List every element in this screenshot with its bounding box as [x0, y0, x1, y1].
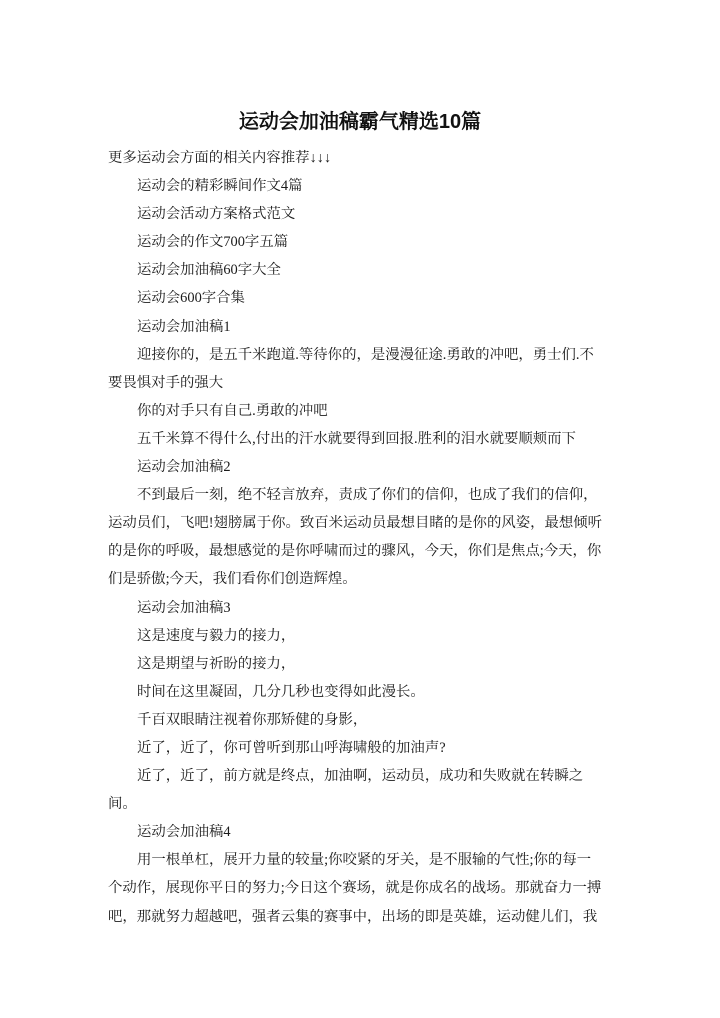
related-link[interactable]: 运动会活动方案格式范文	[137, 206, 296, 223]
section-heading	[108, 453, 628, 481]
related-link[interactable]: 运动会的精彩瞬间作文4篇	[137, 178, 303, 195]
text-line: 要畏惧对手的强大	[108, 374, 224, 391]
intro-text: 更多运动会方面的相关内容推荐↓↓↓	[108, 150, 332, 166]
paragraphs	[108, 313, 628, 931]
text-line: 运动会加油稿3	[137, 599, 231, 616]
section-heading	[108, 313, 628, 341]
document-body	[108, 144, 628, 931]
paragraph	[108, 397, 628, 425]
related-link[interactable]: 运动会加油稿60字大全	[137, 262, 281, 279]
text-line: 千百双眼睛注视着你那矫健的身影，	[137, 711, 368, 728]
text-line: 们是骄傲;今天，我们看你们创造辉煌。	[108, 571, 357, 588]
section-heading	[108, 818, 628, 846]
text-line: 用一根单杠，展开力量的较量;你咬紧的牙关，是不服输的气性;你的每一	[137, 852, 592, 869]
section-heading	[108, 594, 628, 622]
paragraph	[108, 706, 628, 734]
text-line: 近了，近了，你可曾听到那山呼海啸般的加油声?	[137, 739, 446, 756]
text-line: 时间在这里凝固，几分几秒也变得如此漫长。	[137, 683, 425, 700]
text-line: 个动作，展现你平日的努力;今日这个赛场，就是你成名的战场。那就奋力一搏	[108, 880, 602, 897]
text-line: 运动员们，飞吧!翅膀属于你。致百米运动员最想目睹的是你的风姿，最想倾听	[108, 515, 603, 532]
text-line: 间。	[108, 796, 137, 813]
paragraph	[108, 650, 628, 678]
text-line: 吧，那就努力超越吧，强者云集的赛事中，出场的即是英雄，运动健儿们，我	[108, 908, 598, 925]
text-line: 这是速度与毅力的接力，	[137, 627, 296, 644]
paragraph	[108, 341, 628, 397]
text-line: 五千米算不得什么,付出的汗水就要得到回报.胜利的泪水就要顺颊而下	[137, 430, 576, 447]
text-line: 运动会加油稿2	[137, 459, 231, 476]
document-title: 运动会加油稿霸气精选10篇	[238, 111, 482, 133]
related-link[interactable]: 运动会600字合集	[137, 290, 245, 307]
paragraph	[108, 425, 628, 453]
text-line: 运动会加油稿4	[137, 824, 231, 841]
text-line: 这是期望与祈盼的接力，	[137, 655, 296, 672]
text-line: 不到最后一刻，绝不轻言放弃，责成了你们的信仰，也成了我们的信仰，	[137, 487, 598, 504]
text-line: 的是你的呼吸，最想感觉的是你呼啸而过的骤风，今天，你们是焦点;今天，你	[108, 543, 602, 560]
related-link[interactable]: 运动会的作文700字五篇	[137, 234, 289, 251]
paragraph	[108, 622, 628, 650]
paragraph	[108, 481, 628, 593]
paragraph	[108, 846, 628, 930]
paragraph	[108, 678, 628, 706]
text-line: 近了，近了，前方就是终点，加油啊，运动员，成功和失败就在转瞬之	[137, 768, 584, 785]
text-line: 你的对手只有自己.勇敢的冲吧	[137, 402, 328, 419]
text-line: 迎接你的，是五千米跑道.等待你的，是漫漫征途.勇敢的冲吧，勇士们.不	[137, 346, 594, 363]
paragraph	[108, 734, 628, 762]
paragraph	[108, 762, 628, 818]
text-line: 运动会加油稿1	[137, 318, 231, 335]
